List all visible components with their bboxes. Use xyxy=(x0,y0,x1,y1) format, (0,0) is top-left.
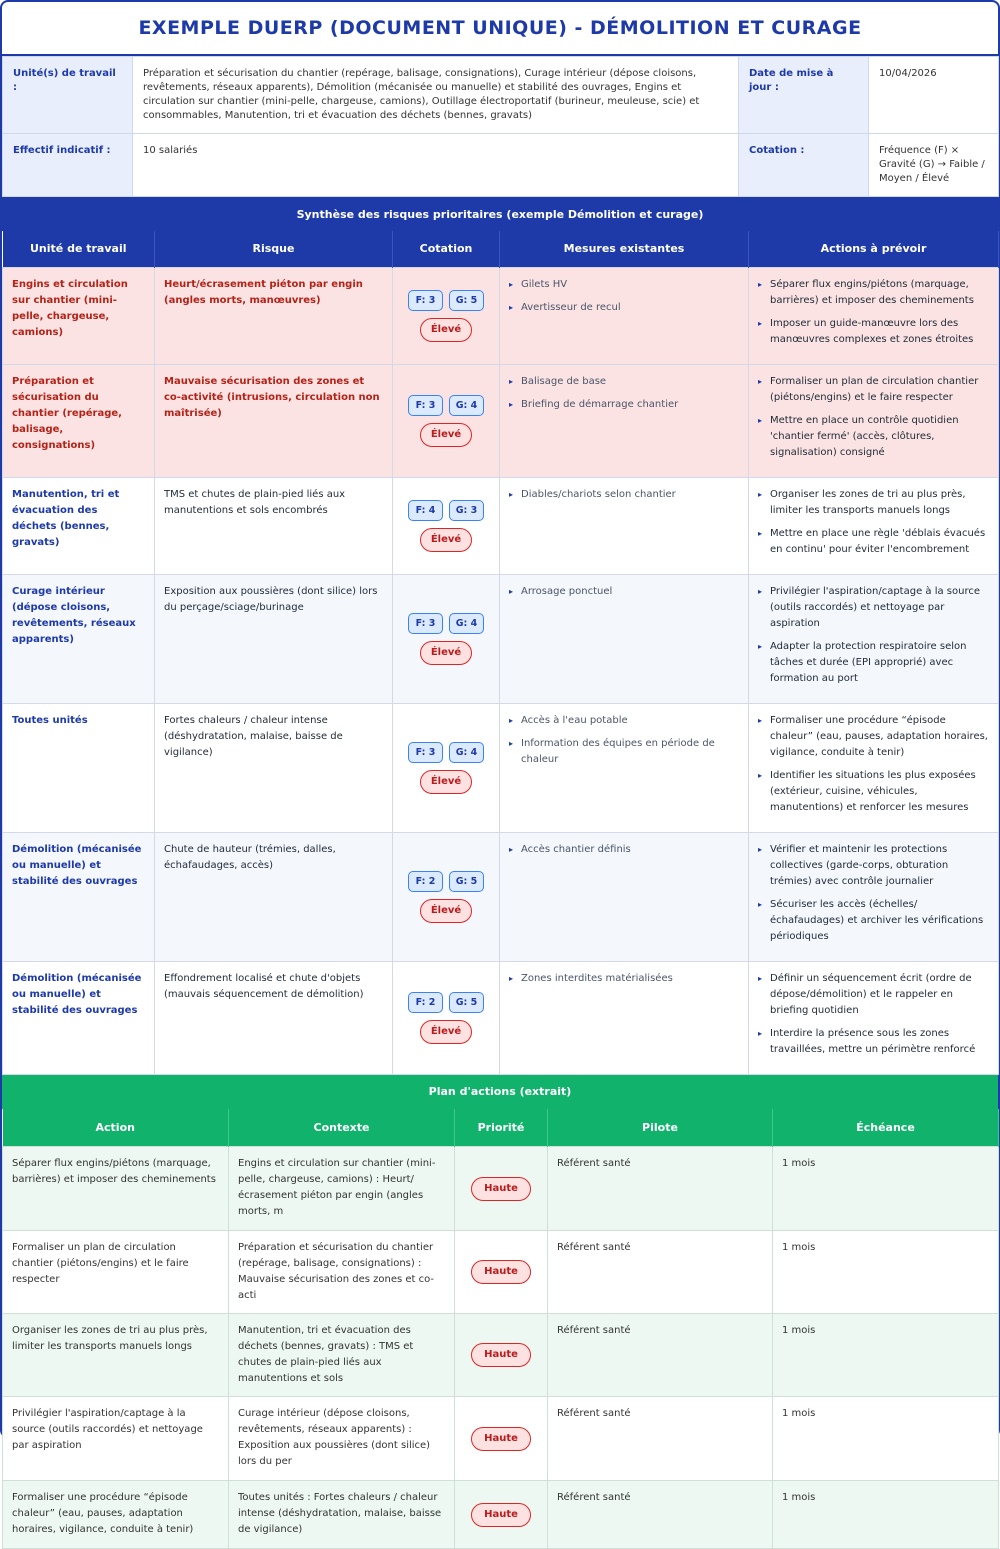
mesure-item: ▸ Arrosage ponctuel xyxy=(509,584,739,600)
action-item: ▸ Adapter la protection respiratoire selon tâches et durée (EPI approprié) avec formation au port xyxy=(758,639,989,687)
plan-table xyxy=(2,1109,999,1549)
risk-table xyxy=(2,231,999,1075)
risk-actions xyxy=(749,832,999,961)
action-item: ▸ Imposer un guide-manœuvre lors des manœuvres complexes et zones étroites xyxy=(758,316,989,348)
plan-action: Formaliser un plan de circulation chantier (piétons/engins) et le faire respecter xyxy=(3,1231,229,1314)
frequency-chip: F: 3 xyxy=(408,290,443,311)
cotation-label: Cotation : xyxy=(739,134,869,197)
risk-actions xyxy=(749,267,999,364)
risk-unit: Manutention, tri et évacuation des déchets (bennes, gravats) xyxy=(3,477,155,574)
risk-cotation xyxy=(393,267,500,364)
plan-echeance: 1 mois xyxy=(773,1314,999,1397)
risk-cotation xyxy=(393,574,500,703)
plan-pilote: Référent santé xyxy=(548,1231,773,1314)
info-table xyxy=(2,56,999,197)
priority-badge: Haute xyxy=(471,1427,531,1451)
cotation-value: Fréquence (F) × Gravité (G) → Faible / Moyen / Élevé xyxy=(869,134,999,197)
gravity-chip: G: 4 xyxy=(449,613,484,634)
risk-unit: Engins et circulation sur chantier (mini-pelle, chargeuse, camions) xyxy=(3,267,155,364)
risk-mesures xyxy=(500,961,749,1074)
header-priorite: Priorité xyxy=(455,1109,548,1147)
frequency-chip: F: 4 xyxy=(408,500,443,521)
risk-actions xyxy=(749,574,999,703)
header-contexte: Contexte xyxy=(229,1109,455,1147)
risk-description: TMS et chutes de plain-pied liés aux manutentions et sols encombrés xyxy=(155,477,393,574)
frequency-chip: F: 3 xyxy=(408,395,443,416)
risk-actions xyxy=(749,703,999,832)
risk-description: Chute de hauteur (trémies, dalles, échafaudages, accès) xyxy=(155,832,393,961)
level-badge: Élevé xyxy=(420,1020,472,1044)
gravity-chip: G: 4 xyxy=(449,742,484,763)
risk-mesures xyxy=(500,574,749,703)
risk-cotation xyxy=(393,832,500,961)
risk-actions xyxy=(749,364,999,477)
units-label: Unité(s) de travail : xyxy=(3,57,133,134)
plan-row xyxy=(3,1397,999,1481)
risk-unit: Démolition (mécanisée ou manuelle) et stabilité des ouvrages xyxy=(3,832,155,961)
mesure-item: ▸ Zones interdites matérialisées xyxy=(509,971,739,987)
action-item: ▸ Formaliser un plan de circulation chantier (piétons/engins) et le faire respecter xyxy=(758,374,989,406)
header-cotation: Cotation xyxy=(393,231,500,267)
action-item: ▸ Identifier les situations les plus exposées (extérieur, cuisine, véhicules, manutentions) et renforcer les mesures xyxy=(758,768,989,816)
header-echeance: Échéance xyxy=(773,1109,999,1147)
risk-unit: Curage intérieur (dépose cloisons, revêtements, réseaux apparents) xyxy=(3,574,155,703)
gravity-chip: G: 4 xyxy=(449,395,484,416)
risk-mesures xyxy=(500,364,749,477)
plan-echeance: 1 mois xyxy=(773,1397,999,1481)
plan-action: Privilégier l'aspiration/captage à la source (outils raccordés) et nettoyage par aspiration xyxy=(3,1397,229,1481)
priority-badge: Haute xyxy=(471,1177,531,1201)
risk-cotation xyxy=(393,477,500,574)
plan-priorite xyxy=(455,1231,548,1314)
risk-actions xyxy=(749,961,999,1074)
mesure-item: ▸ Accès à l'eau potable xyxy=(509,713,739,729)
risk-row xyxy=(3,364,999,477)
plan-contexte: Manutention, tri et évacuation des déchets (bennes, gravats) : TMS et chutes de plain-pied liés aux manutentions et sols xyxy=(229,1314,455,1397)
risk-actions xyxy=(749,477,999,574)
risk-unit: Toutes unités xyxy=(3,703,155,832)
plan-action: Organiser les zones de tri au plus près, limiter les transports manuels longs xyxy=(3,1314,229,1397)
risk-description: Fortes chaleurs / chaleur intense (déshydratation, malaise, baisse de vigilance) xyxy=(155,703,393,832)
risk-row xyxy=(3,832,999,961)
plan-contexte: Toutes unités : Fortes chaleurs / chaleur intense (déshydratation, malaise, baisse de vigilance) xyxy=(229,1481,455,1549)
plan-action: Formaliser une procédure “épisode chaleur” (eau, pauses, adaptation horaires, vigilance, conduite à tenir) xyxy=(3,1481,229,1549)
risk-mesures xyxy=(500,703,749,832)
plan-pilote: Référent santé xyxy=(548,1147,773,1231)
action-item: ▸ Définir un séquencement écrit (ordre de dépose/démolition) et le rappeler en briefing quotidien xyxy=(758,971,989,1019)
effectif-label: Effectif indicatif : xyxy=(3,134,133,197)
action-item: ▸ Vérifier et maintenir les protections collectives (garde-corps, obturation trémies) avec contrôle journalier xyxy=(758,842,989,890)
level-badge: Élevé xyxy=(420,423,472,447)
level-badge: Élevé xyxy=(420,770,472,794)
risk-mesures xyxy=(500,477,749,574)
priority-badge: Haute xyxy=(471,1343,531,1367)
risk-row xyxy=(3,477,999,574)
level-badge: Élevé xyxy=(420,318,472,342)
frequency-chip: F: 2 xyxy=(408,992,443,1013)
units-value: Préparation et sécurisation du chantier (repérage, balisage, consignations), Curage intérieur (dépose cloisons, revêtements, réseaux apparents), Démolition (mécanisée ou manuelle) et stabilité des ouvrages, Engins et circulation sur chantier (mini-pelle, chargeuse, camions), Outillage électroportatif (burineur, meuleuse, scie) et consommables, Manutention, tri et évacuation des déchets (bennes, gravats) xyxy=(133,57,739,134)
risk-row xyxy=(3,703,999,832)
header-risque: Risque xyxy=(155,231,393,267)
mesure-item: ▸ Avertisseur de recul xyxy=(509,300,739,316)
date-value: 10/04/2026 xyxy=(869,57,999,134)
plan-priorite xyxy=(455,1147,548,1231)
plan-echeance: 1 mois xyxy=(773,1147,999,1231)
frequency-chip: F: 3 xyxy=(408,742,443,763)
priority-badge: Haute xyxy=(471,1503,531,1527)
risk-unit: Démolition (mécanisée ou manuelle) et stabilité des ouvrages xyxy=(3,961,155,1074)
risk-unit: Préparation et sécurisation du chantier (repérage, balisage, consignations) xyxy=(3,364,155,477)
plan-title: Plan d'actions (extrait) xyxy=(2,1075,998,1109)
plan-pilote: Référent santé xyxy=(548,1397,773,1481)
plan-row xyxy=(3,1147,999,1231)
mesure-item: ▸ Briefing de démarrage chantier xyxy=(509,397,739,413)
mesure-item: ▸ Gilets HV xyxy=(509,277,739,293)
plan-contexte: Engins et circulation sur chantier (mini-pelle, chargeuse, camions) : Heurt/écrasement piéton par engin (angles morts, m xyxy=(229,1147,455,1231)
risk-description: Exposition aux poussières (dont silice) lors du perçage/sciage/burinage xyxy=(155,574,393,703)
plan-action: Séparer flux engins/piétons (marquage, barrières) et imposer des cheminements xyxy=(3,1147,229,1231)
plan-pilote: Référent santé xyxy=(548,1481,773,1549)
plan-row xyxy=(3,1231,999,1314)
plan-pilote: Référent santé xyxy=(548,1314,773,1397)
header-action: Action xyxy=(3,1109,229,1147)
plan-contexte: Curage intérieur (dépose cloisons, revêtements, réseaux apparents) : Exposition aux poussières (dont silice) lors du per xyxy=(229,1397,455,1481)
risk-cotation xyxy=(393,364,500,477)
header-mesures: Mesures existantes xyxy=(500,231,749,267)
action-item: ▸ Séparer flux engins/piétons (marquage, barrières) et imposer des cheminements xyxy=(758,277,989,309)
risk-cotation xyxy=(393,961,500,1074)
action-item: ▸ Mettre en place une règle 'déblais évacués en continu' pour éviter l'encombrement xyxy=(758,526,989,558)
plan-contexte: Préparation et sécurisation du chantier (repérage, balisage, consignations) : Mauvaise sécurisation des zones et co-acti xyxy=(229,1231,455,1314)
plan-echeance: 1 mois xyxy=(773,1231,999,1314)
mesure-item: ▸ Accès chantier définis xyxy=(509,842,739,858)
header-unite: Unité de travail xyxy=(3,231,155,267)
plan-row xyxy=(3,1314,999,1397)
action-item: ▸ Organiser les zones de tri au plus près, limiter les transports manuels longs xyxy=(758,487,989,519)
plan-priorite xyxy=(455,1397,548,1481)
risk-cotation xyxy=(393,703,500,832)
document-title: EXEMPLE DUERP (DOCUMENT UNIQUE) - DÉMOLITION ET CURAGE xyxy=(2,2,998,56)
date-label: Date de mise à jour : xyxy=(739,57,869,134)
risk-row xyxy=(3,961,999,1074)
level-badge: Élevé xyxy=(420,528,472,552)
plan-priorite xyxy=(455,1314,548,1397)
action-item: ▸ Privilégier l'aspiration/captage à la source (outils raccordés) et nettoyage par aspiration xyxy=(758,584,989,632)
synthese-title: Synthèse des risques prioritaires (exemple Démolition et curage) xyxy=(2,197,998,231)
header-actions: Actions à prévoir xyxy=(749,231,999,267)
action-item: ▸ Formaliser une procédure “épisode chaleur” (eau, pauses, adaptation horaires, vigilance, conduite à tenir) xyxy=(758,713,989,761)
gravity-chip: G: 5 xyxy=(449,992,484,1013)
effectif-value: 10 salariés xyxy=(133,134,739,197)
risk-description: Heurt/écrasement piéton par engin (angles morts, manœuvres) xyxy=(155,267,393,364)
mesure-item: ▸ Balisage de base xyxy=(509,374,739,390)
header-pilote: Pilote xyxy=(548,1109,773,1147)
risk-row xyxy=(3,574,999,703)
risk-description: Mauvaise sécurisation des zones et co-activité (intrusions, circulation non maîtrisée) xyxy=(155,364,393,477)
gravity-chip: G: 5 xyxy=(449,871,484,892)
mesure-item: ▸ Information des équipes en période de chaleur xyxy=(509,736,739,768)
level-badge: Élevé xyxy=(420,641,472,665)
gravity-chip: G: 3 xyxy=(449,500,484,521)
plan-echeance: 1 mois xyxy=(773,1481,999,1549)
plan-priorite xyxy=(455,1481,548,1549)
plan-row xyxy=(3,1481,999,1549)
action-item: ▸ Sécuriser les accès (échelles/échafaudages) et archiver les vérifications périodiques xyxy=(758,897,989,945)
risk-mesures xyxy=(500,267,749,364)
frequency-chip: F: 2 xyxy=(408,871,443,892)
frequency-chip: F: 3 xyxy=(408,613,443,634)
mesure-item: ▸ Diables/chariots selon chantier xyxy=(509,487,739,503)
risk-description: Effondrement localisé et chute d'objets (mauvais séquencement de démolition) xyxy=(155,961,393,1074)
priority-badge: Haute xyxy=(471,1260,531,1284)
risk-row xyxy=(3,267,999,364)
action-item: ▸ Mettre en place un contrôle quotidien 'chantier fermé' (accès, clôtures, signalisation) consigné xyxy=(758,413,989,461)
gravity-chip: G: 5 xyxy=(449,290,484,311)
level-badge: Élevé xyxy=(420,899,472,923)
action-item: ▸ Interdire la présence sous les zones travaillées, mettre un périmètre renforcé xyxy=(758,1026,989,1058)
risk-mesures xyxy=(500,832,749,961)
